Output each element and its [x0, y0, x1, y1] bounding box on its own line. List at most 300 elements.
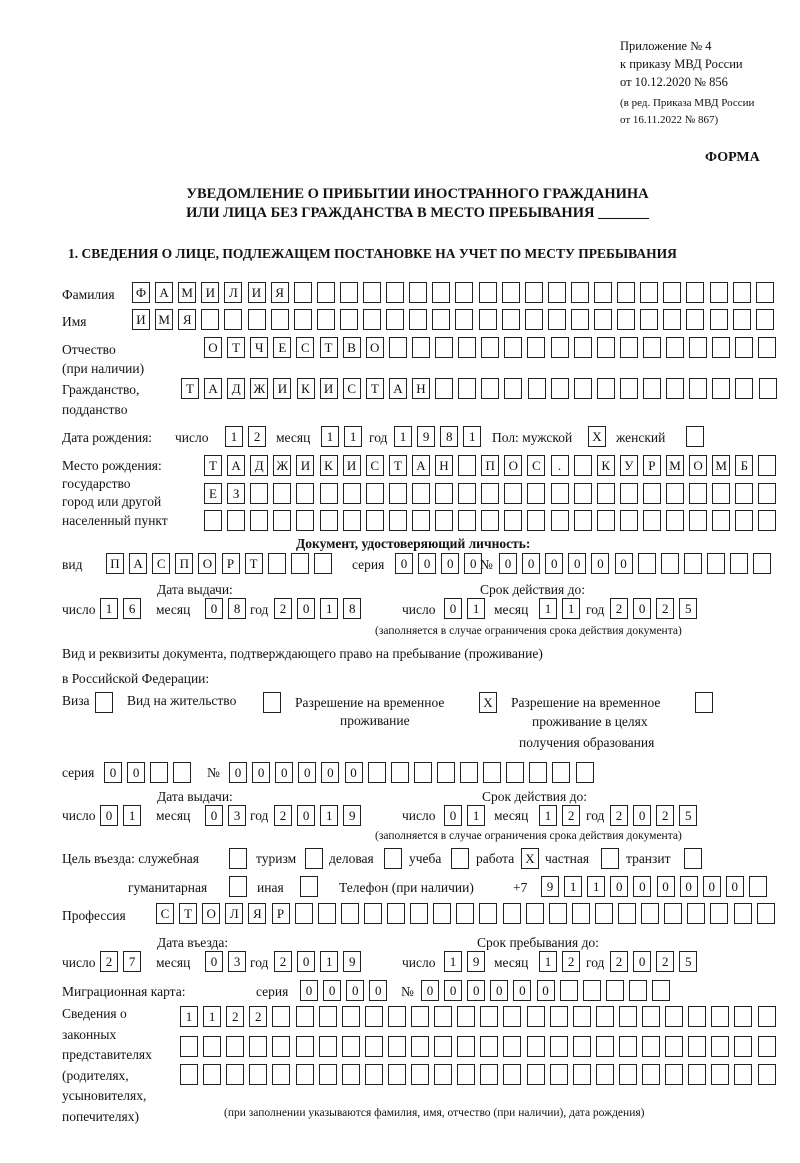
char-box[interactable]: И — [273, 378, 291, 399]
char-box[interactable] — [583, 980, 601, 1001]
char-box[interactable]: 0 — [252, 762, 270, 783]
char-box[interactable] — [150, 762, 168, 783]
char-box[interactable]: О — [202, 903, 220, 924]
char-box[interactable] — [451, 848, 469, 869]
char-box[interactable] — [365, 1036, 383, 1057]
char-box[interactable] — [758, 1064, 776, 1085]
char-box[interactable] — [411, 1006, 429, 1027]
char-box[interactable] — [529, 762, 547, 783]
char-box[interactable] — [643, 378, 661, 399]
char-box[interactable] — [620, 510, 638, 531]
char-box[interactable]: Л — [225, 903, 243, 924]
char-box[interactable] — [388, 1036, 406, 1057]
char-box[interactable] — [759, 378, 777, 399]
char-box[interactable] — [734, 903, 752, 924]
char-box[interactable] — [734, 1006, 752, 1027]
char-box[interactable] — [460, 762, 478, 783]
char-box[interactable] — [249, 1036, 267, 1057]
char-box[interactable] — [687, 903, 705, 924]
char-box[interactable] — [640, 309, 658, 330]
char-box[interactable] — [503, 903, 521, 924]
char-box[interactable]: И — [343, 455, 361, 476]
char-box[interactable] — [572, 903, 590, 924]
char-box[interactable] — [481, 337, 499, 358]
char-box[interactable] — [735, 510, 753, 531]
char-box[interactable]: 0 — [545, 553, 563, 574]
char-box[interactable] — [527, 510, 545, 531]
char-box[interactable]: 0 — [104, 762, 122, 783]
char-box[interactable] — [573, 1036, 591, 1057]
char-box[interactable] — [483, 762, 501, 783]
char-box[interactable] — [712, 483, 730, 504]
char-box[interactable]: О — [689, 455, 707, 476]
char-box[interactable] — [684, 848, 702, 869]
char-box[interactable] — [250, 483, 268, 504]
char-box[interactable] — [503, 1036, 521, 1057]
char-box[interactable]: С — [527, 455, 545, 476]
char-box[interactable]: Т — [181, 378, 199, 399]
char-box[interactable]: X — [479, 692, 497, 713]
char-box[interactable] — [389, 337, 407, 358]
char-box[interactable] — [571, 309, 589, 330]
char-box[interactable] — [758, 483, 776, 504]
char-box[interactable] — [481, 378, 499, 399]
char-box[interactable]: 2 — [248, 426, 266, 447]
char-box[interactable] — [248, 309, 266, 330]
char-box[interactable]: 2 — [610, 951, 628, 972]
char-box[interactable]: И — [296, 455, 314, 476]
char-box[interactable] — [574, 337, 592, 358]
char-box[interactable] — [734, 1036, 752, 1057]
char-box[interactable]: С — [156, 903, 174, 924]
char-box[interactable] — [203, 1036, 221, 1057]
char-box[interactable]: Т — [179, 903, 197, 924]
char-box[interactable] — [434, 1006, 452, 1027]
char-box[interactable] — [601, 848, 619, 869]
char-box[interactable] — [686, 309, 704, 330]
char-box[interactable]: 1 — [344, 426, 362, 447]
char-box[interactable] — [684, 553, 702, 574]
char-box[interactable] — [249, 1064, 267, 1085]
char-box[interactable]: 3 — [228, 951, 246, 972]
char-box[interactable] — [576, 762, 594, 783]
char-box[interactable]: 9 — [343, 951, 361, 972]
char-box[interactable] — [506, 762, 524, 783]
char-box[interactable] — [710, 309, 728, 330]
char-box[interactable] — [620, 483, 638, 504]
char-box[interactable] — [457, 1006, 475, 1027]
char-box[interactable] — [664, 903, 682, 924]
char-box[interactable]: П — [106, 553, 124, 574]
char-box[interactable]: 1 — [394, 426, 412, 447]
char-box[interactable] — [180, 1036, 198, 1057]
char-box[interactable] — [363, 309, 381, 330]
char-box[interactable] — [296, 1064, 314, 1085]
char-box[interactable] — [661, 553, 679, 574]
char-box[interactable]: 3 — [228, 805, 246, 826]
char-box[interactable] — [455, 282, 473, 303]
char-box[interactable]: А — [204, 378, 222, 399]
char-box[interactable]: 6 — [123, 598, 141, 619]
char-box[interactable]: 0 — [444, 598, 462, 619]
char-box[interactable] — [224, 309, 242, 330]
char-box[interactable] — [95, 692, 113, 713]
char-box[interactable] — [665, 1036, 683, 1057]
char-box[interactable] — [268, 553, 286, 574]
char-box[interactable] — [504, 378, 522, 399]
char-box[interactable]: 1 — [123, 805, 141, 826]
char-box[interactable] — [226, 1036, 244, 1057]
char-box[interactable]: Т — [204, 455, 222, 476]
char-box[interactable]: 2 — [274, 951, 292, 972]
char-box[interactable]: Д — [227, 378, 245, 399]
char-box[interactable] — [753, 553, 771, 574]
char-box[interactable] — [342, 1064, 360, 1085]
char-box[interactable]: 0 — [490, 980, 508, 1001]
char-box[interactable]: Ф — [132, 282, 150, 303]
char-box[interactable]: Ч — [250, 337, 268, 358]
char-box[interactable] — [730, 553, 748, 574]
char-box[interactable] — [204, 510, 222, 531]
char-box[interactable]: П — [481, 455, 499, 476]
char-box[interactable]: 5 — [679, 805, 697, 826]
char-box[interactable]: 0 — [615, 553, 633, 574]
char-box[interactable] — [666, 337, 684, 358]
char-box[interactable] — [504, 483, 522, 504]
char-box[interactable]: 0 — [680, 876, 698, 897]
char-box[interactable]: 2 — [610, 805, 628, 826]
char-box[interactable] — [457, 1036, 475, 1057]
char-box[interactable] — [296, 483, 314, 504]
char-box[interactable] — [735, 483, 753, 504]
char-box[interactable] — [458, 483, 476, 504]
char-box[interactable] — [527, 337, 545, 358]
char-box[interactable]: 1 — [180, 1006, 198, 1027]
char-box[interactable] — [173, 762, 191, 783]
char-box[interactable] — [560, 980, 578, 1001]
char-box[interactable]: Р — [643, 455, 661, 476]
char-box[interactable] — [366, 483, 384, 504]
char-box[interactable] — [435, 337, 453, 358]
char-box[interactable]: 2 — [562, 951, 580, 972]
char-box[interactable] — [666, 510, 684, 531]
char-box[interactable] — [571, 282, 589, 303]
char-box[interactable]: 0 — [205, 598, 223, 619]
char-box[interactable] — [549, 903, 567, 924]
char-box[interactable]: 2 — [656, 598, 674, 619]
char-box[interactable] — [574, 510, 592, 531]
char-box[interactable] — [389, 510, 407, 531]
char-box[interactable]: С — [366, 455, 384, 476]
char-box[interactable] — [712, 510, 730, 531]
char-box[interactable] — [340, 309, 358, 330]
char-box[interactable]: А — [129, 553, 147, 574]
char-box[interactable] — [638, 553, 656, 574]
char-box[interactable]: 2 — [274, 805, 292, 826]
char-box[interactable] — [320, 483, 338, 504]
char-box[interactable]: 9 — [417, 426, 435, 447]
char-box[interactable]: 0 — [298, 762, 316, 783]
char-box[interactable] — [411, 1036, 429, 1057]
char-box[interactable] — [749, 876, 767, 897]
char-box[interactable] — [320, 510, 338, 531]
char-box[interactable]: 1 — [444, 951, 462, 972]
char-box[interactable] — [480, 1064, 498, 1085]
char-box[interactable] — [548, 282, 566, 303]
char-box[interactable] — [317, 282, 335, 303]
char-box[interactable] — [643, 337, 661, 358]
char-box[interactable]: 0 — [205, 951, 223, 972]
char-box[interactable] — [389, 483, 407, 504]
char-box[interactable] — [388, 1064, 406, 1085]
char-box[interactable] — [527, 1036, 545, 1057]
char-box[interactable]: 0 — [633, 805, 651, 826]
char-box[interactable] — [342, 1006, 360, 1027]
char-box[interactable]: 2 — [610, 598, 628, 619]
char-box[interactable]: О — [504, 455, 522, 476]
char-box[interactable] — [226, 1064, 244, 1085]
char-box[interactable] — [758, 337, 776, 358]
char-box[interactable] — [201, 309, 219, 330]
char-box[interactable]: 5 — [679, 951, 697, 972]
char-box[interactable]: X — [588, 426, 606, 447]
char-box[interactable]: Ж — [273, 455, 291, 476]
char-box[interactable]: З — [227, 483, 245, 504]
char-box[interactable] — [735, 378, 753, 399]
char-box[interactable]: 1 — [564, 876, 582, 897]
char-box[interactable] — [597, 510, 615, 531]
char-box[interactable] — [456, 903, 474, 924]
char-box[interactable] — [525, 282, 543, 303]
char-box[interactable] — [758, 1006, 776, 1027]
char-box[interactable] — [481, 483, 499, 504]
char-box[interactable] — [527, 483, 545, 504]
char-box[interactable] — [319, 1006, 337, 1027]
char-box[interactable]: 1 — [467, 598, 485, 619]
char-box[interactable]: 1 — [587, 876, 605, 897]
char-box[interactable]: 1 — [203, 1006, 221, 1027]
char-box[interactable]: 1 — [320, 598, 338, 619]
char-box[interactable] — [707, 553, 725, 574]
char-box[interactable] — [548, 309, 566, 330]
char-box[interactable]: 0 — [100, 805, 118, 826]
char-box[interactable]: 2 — [100, 951, 118, 972]
char-box[interactable] — [319, 1064, 337, 1085]
char-box[interactable]: 1 — [562, 598, 580, 619]
char-box[interactable]: 0 — [421, 980, 439, 1001]
char-box[interactable] — [594, 309, 612, 330]
char-box[interactable] — [618, 903, 636, 924]
char-box[interactable]: 0 — [464, 553, 482, 574]
char-box[interactable] — [294, 282, 312, 303]
char-box[interactable]: Я — [178, 309, 196, 330]
char-box[interactable]: Б — [735, 455, 753, 476]
char-box[interactable]: 8 — [228, 598, 246, 619]
char-box[interactable] — [733, 309, 751, 330]
char-box[interactable] — [710, 903, 728, 924]
char-box[interactable] — [620, 378, 638, 399]
char-box[interactable] — [364, 903, 382, 924]
char-box[interactable]: 0 — [657, 876, 675, 897]
char-box[interactable] — [272, 1036, 290, 1057]
char-box[interactable]: 5 — [679, 598, 697, 619]
char-box[interactable] — [434, 1064, 452, 1085]
char-box[interactable]: 0 — [127, 762, 145, 783]
char-box[interactable] — [758, 1036, 776, 1057]
char-box[interactable] — [619, 1064, 637, 1085]
char-box[interactable]: 0 — [522, 553, 540, 574]
char-box[interactable]: Т — [366, 378, 384, 399]
char-box[interactable] — [695, 692, 713, 713]
char-box[interactable] — [435, 510, 453, 531]
char-box[interactable]: 0 — [633, 598, 651, 619]
char-box[interactable] — [314, 553, 332, 574]
char-box[interactable] — [386, 282, 404, 303]
char-box[interactable] — [480, 1036, 498, 1057]
char-box[interactable] — [263, 692, 281, 713]
char-box[interactable]: 1 — [321, 426, 339, 447]
char-box[interactable] — [688, 1064, 706, 1085]
char-box[interactable] — [250, 510, 268, 531]
char-box[interactable] — [368, 762, 386, 783]
char-box[interactable]: Н — [412, 378, 430, 399]
char-box[interactable]: Е — [204, 483, 222, 504]
char-box[interactable] — [710, 282, 728, 303]
char-box[interactable] — [503, 1006, 521, 1027]
char-box[interactable] — [272, 1006, 290, 1027]
char-box[interactable]: 0 — [229, 762, 247, 783]
char-box[interactable] — [435, 483, 453, 504]
char-box[interactable] — [305, 848, 323, 869]
char-box[interactable] — [550, 1006, 568, 1027]
char-box[interactable]: 9 — [467, 951, 485, 972]
char-box[interactable] — [688, 1036, 706, 1057]
char-box[interactable]: 9 — [541, 876, 559, 897]
char-box[interactable]: 0 — [369, 980, 387, 1001]
char-box[interactable] — [665, 1064, 683, 1085]
char-box[interactable] — [525, 309, 543, 330]
char-box[interactable] — [652, 980, 670, 1001]
char-box[interactable]: 0 — [726, 876, 744, 897]
char-box[interactable] — [411, 1064, 429, 1085]
char-box[interactable] — [711, 1036, 729, 1057]
char-box[interactable]: 1 — [539, 951, 557, 972]
char-box[interactable] — [229, 848, 247, 869]
char-box[interactable] — [758, 510, 776, 531]
char-box[interactable]: 0 — [300, 980, 318, 1001]
char-box[interactable] — [620, 337, 638, 358]
char-box[interactable] — [735, 337, 753, 358]
char-box[interactable]: К — [597, 455, 615, 476]
char-box[interactable] — [365, 1006, 383, 1027]
char-box[interactable] — [384, 848, 402, 869]
char-box[interactable]: И — [320, 378, 338, 399]
char-box[interactable] — [272, 1064, 290, 1085]
char-box[interactable] — [757, 903, 775, 924]
char-box[interactable]: М — [178, 282, 196, 303]
char-box[interactable]: 0 — [297, 951, 315, 972]
char-box[interactable] — [597, 337, 615, 358]
char-box[interactable] — [366, 510, 384, 531]
char-box[interactable] — [457, 1064, 475, 1085]
char-box[interactable] — [688, 1006, 706, 1027]
char-box[interactable] — [597, 483, 615, 504]
char-box[interactable] — [597, 378, 615, 399]
char-box[interactable] — [386, 309, 404, 330]
char-box[interactable]: Л — [224, 282, 242, 303]
char-box[interactable]: 0 — [321, 762, 339, 783]
char-box[interactable] — [412, 510, 430, 531]
char-box[interactable] — [480, 1006, 498, 1027]
char-box[interactable] — [409, 282, 427, 303]
char-box[interactable] — [363, 282, 381, 303]
char-box[interactable]: 0 — [205, 805, 223, 826]
char-box[interactable] — [689, 337, 707, 358]
char-box[interactable] — [573, 1006, 591, 1027]
char-box[interactable] — [574, 455, 592, 476]
char-box[interactable] — [756, 309, 774, 330]
char-box[interactable] — [733, 282, 751, 303]
char-box[interactable] — [458, 378, 476, 399]
char-box[interactable]: 2 — [656, 951, 674, 972]
char-box[interactable] — [409, 309, 427, 330]
char-box[interactable]: 1 — [539, 805, 557, 826]
char-box[interactable]: Р — [272, 903, 290, 924]
char-box[interactable] — [619, 1036, 637, 1057]
char-box[interactable] — [551, 337, 569, 358]
char-box[interactable]: Д — [250, 455, 268, 476]
char-box[interactable] — [686, 426, 704, 447]
char-box[interactable]: Н — [435, 455, 453, 476]
char-box[interactable] — [434, 1036, 452, 1057]
char-box[interactable]: 1 — [463, 426, 481, 447]
char-box[interactable]: 1 — [320, 805, 338, 826]
char-box[interactable]: И — [201, 282, 219, 303]
char-box[interactable]: Я — [271, 282, 289, 303]
char-box[interactable]: 2 — [656, 805, 674, 826]
char-box[interactable]: 8 — [440, 426, 458, 447]
char-box[interactable] — [528, 378, 546, 399]
char-box[interactable] — [414, 762, 432, 783]
char-box[interactable] — [642, 1064, 660, 1085]
char-box[interactable] — [388, 1006, 406, 1027]
char-box[interactable] — [291, 553, 309, 574]
char-box[interactable] — [573, 1064, 591, 1085]
char-box[interactable] — [479, 903, 497, 924]
char-box[interactable] — [689, 483, 707, 504]
char-box[interactable] — [317, 309, 335, 330]
char-box[interactable] — [756, 282, 774, 303]
char-box[interactable]: 0 — [537, 980, 555, 1001]
char-box[interactable] — [432, 309, 450, 330]
char-box[interactable] — [387, 903, 405, 924]
char-box[interactable] — [606, 980, 624, 1001]
char-box[interactable] — [629, 980, 647, 1001]
char-box[interactable]: С — [343, 378, 361, 399]
char-box[interactable] — [295, 903, 313, 924]
char-box[interactable]: С — [296, 337, 314, 358]
char-box[interactable]: 0 — [441, 553, 459, 574]
char-box[interactable]: X — [521, 848, 539, 869]
char-box[interactable] — [596, 1006, 614, 1027]
char-box[interactable] — [712, 378, 730, 399]
char-box[interactable]: 0 — [345, 762, 363, 783]
char-box[interactable]: 0 — [346, 980, 364, 1001]
char-box[interactable]: П — [175, 553, 193, 574]
char-box[interactable] — [689, 378, 707, 399]
char-box[interactable] — [617, 309, 635, 330]
char-box[interactable] — [433, 903, 451, 924]
